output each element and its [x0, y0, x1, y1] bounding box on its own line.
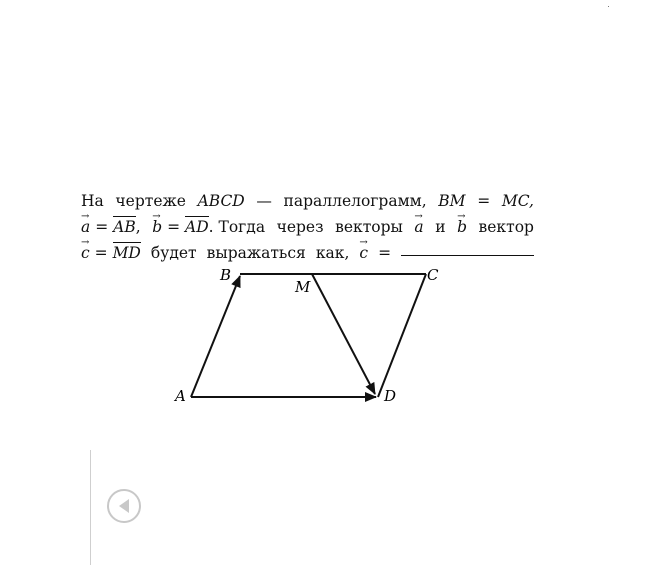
- word: На: [81, 192, 104, 210]
- label-a: A: [175, 387, 186, 405]
- word: векторы: [335, 218, 403, 236]
- vector-ab: AB: [113, 214, 136, 240]
- word: параллелограмм,: [283, 192, 427, 210]
- eq: =: [94, 244, 108, 262]
- word: BM: [438, 192, 466, 210]
- label-d: D: [384, 387, 397, 405]
- problem-line-2: [81, 214, 534, 240]
- expr-b-eq-ad: [152, 214, 265, 240]
- vector-b: → b: [457, 214, 467, 240]
- expr-c-eq-md: [81, 240, 141, 266]
- vector-md-arrow: [312, 274, 375, 394]
- word: MC,: [501, 192, 534, 210]
- label-c: C: [427, 266, 439, 284]
- side-cd: [378, 274, 426, 397]
- eq: =: [95, 218, 109, 236]
- eq: =: [167, 218, 181, 236]
- eq: =: [378, 244, 392, 262]
- comma: ,: [135, 218, 141, 236]
- word: выражаться: [206, 244, 306, 262]
- word: ABCD: [197, 192, 245, 210]
- answer-blank[interactable]: [401, 240, 534, 256]
- vector-a: → a: [81, 214, 90, 240]
- back-arrow-icon: [119, 499, 129, 513]
- vector-ad: AD: [185, 214, 209, 240]
- label-m: M: [295, 278, 311, 296]
- word: . Тогда: [208, 218, 266, 236]
- word: —: [256, 192, 272, 210]
- problem-line-1: [81, 188, 534, 214]
- vector-a: → a: [414, 214, 423, 240]
- back-button[interactable]: [107, 489, 141, 523]
- expr-a-eq-ab: [81, 214, 141, 240]
- parallelogram-figure: [160, 260, 440, 410]
- corner-dot: [608, 6, 609, 7]
- vector-c: → c: [359, 240, 368, 266]
- vector-md: MD: [113, 240, 141, 266]
- vector-ab-arrow: [191, 276, 240, 397]
- vector-c: → c: [81, 240, 90, 266]
- vector-b: → b: [152, 214, 162, 240]
- word: через: [276, 218, 324, 236]
- word: =: [477, 192, 491, 210]
- word: и: [435, 218, 446, 236]
- word: будет: [150, 244, 197, 262]
- word: вектор: [478, 218, 534, 236]
- word: чертеже: [115, 192, 186, 210]
- label-b: B: [220, 266, 232, 284]
- word: как,: [315, 244, 350, 262]
- problem-text: [81, 188, 534, 266]
- divider-line: [90, 450, 91, 565]
